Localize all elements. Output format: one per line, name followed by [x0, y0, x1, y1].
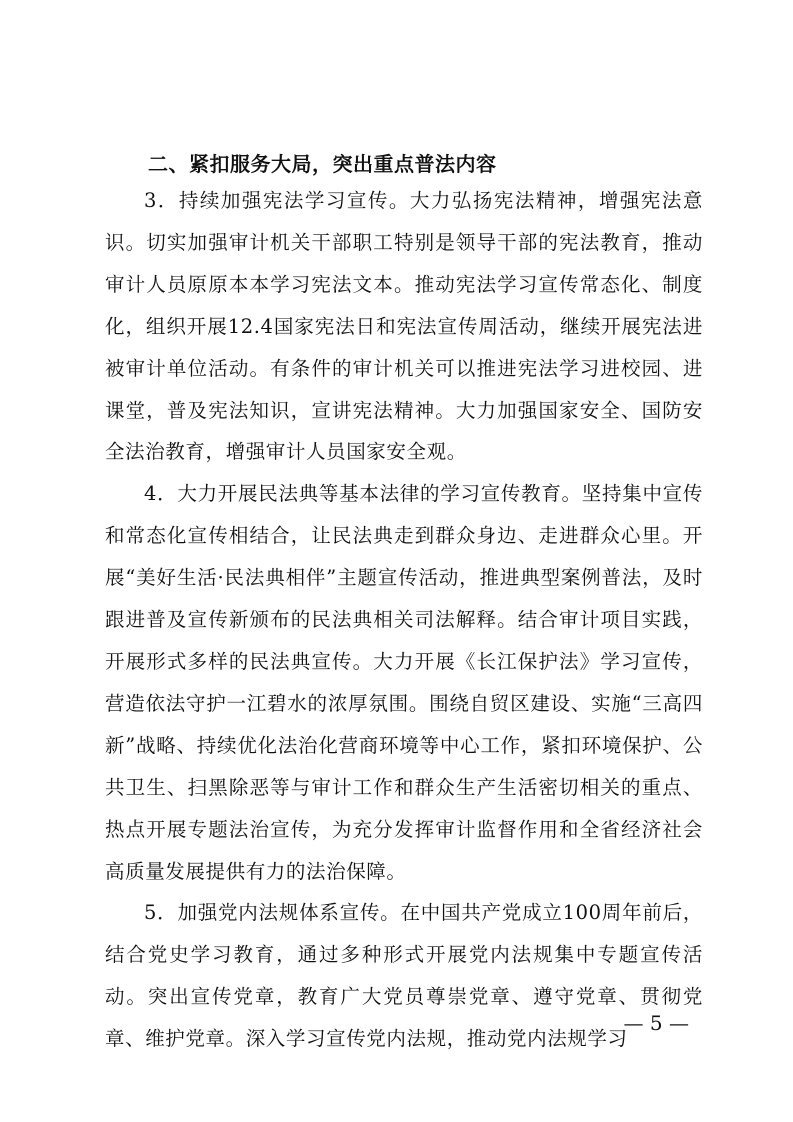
section-heading: 二、紧扣服务大局，突出重点普法内容 — [148, 152, 497, 176]
body-text — [105, 180, 703, 1060]
page-number: — 5 — — [623, 1011, 689, 1035]
paragraph-4: 4．大力开展民法典等基本法律的学习宣传教育。坚持集中宣传和常态化宣传相结合，让民法典走到群众身边、走进群众心里。开展“美好生活·民法典相伴”主题宣传活动，推进典型案例普法，及时跟进普及宣传新颁布的民法典相关司法解释。结合审计项目实践，开展形式多样的民法典宣传。大力开展《长江保护法》学习宣传，营造依法守护一江碧水的浓厚氛围。围绕自贸区建设、实施“三高四新”战略、持续优化法治化营商环境等中心工作，紧扣环境保护、公共卫生、扫黑除恶等与审计工作和群众生产生活密切相关的重点、热点开展专题法治宣传，为充分发挥审计监督作用和全省经济社会高质量发展提供有力的法治保障。 — [105, 482, 703, 883]
paragraph-3: 3．持续加强宪法学习宣传。大力弘扬宪法精神，增强宪法意识。切实加强审计机关干部职工特别是领导干部的宪法教育，推动审计人员原原本本学习宪法文本。推动宪法学习宣传常态化、制度化，组织开展12.4国家宪法日和宪法宣传周活动，继续开展宪法进被审计单位活动。有条件的审计机关可以推进宪法学习进校园、进课堂，普及宪法知识，宣讲宪法精神。大力加强国家安全、国防安全法治教育，增强审计人员国家安全观。 — [105, 189, 703, 464]
paragraph-5: 5．加强党内法规体系宣传。在中国共产党成立100周年前后，结合党史学习教育，通过多种形式开展党内法规集中专题宣传活动。突出宣传党章，教育广大党员尊崇党章、遵守党章、贯彻党章、维护党章。深入学习宣传党内法规，推动党内法规学习 — [105, 901, 703, 1051]
